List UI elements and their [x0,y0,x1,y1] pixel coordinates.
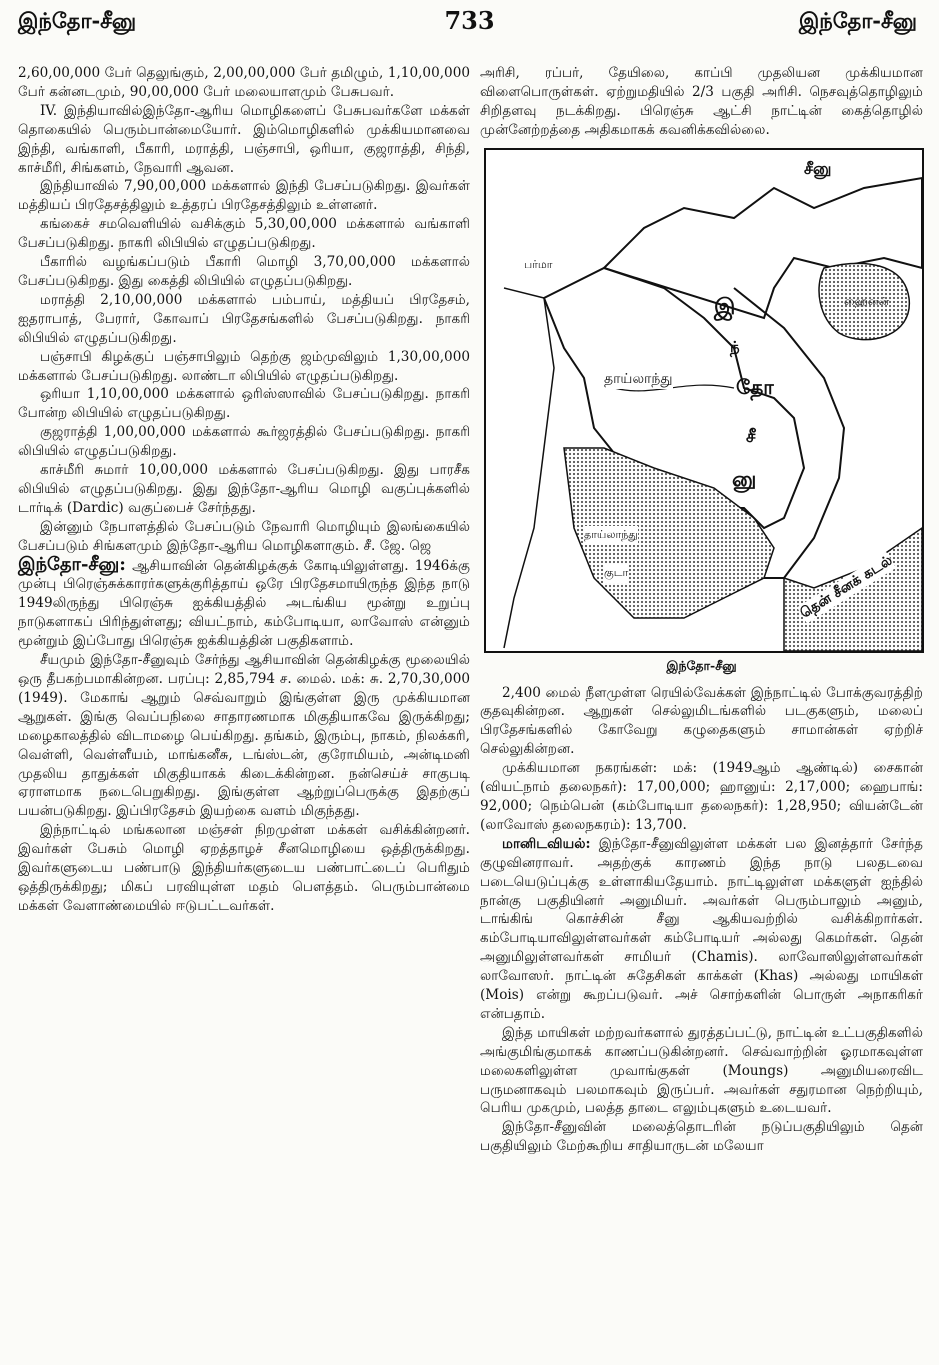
paragraph: இந்தோ-சீனுவின் மலைத்தொடரின் நடுப்பகுதியிலும் தென் பகுதியிலும் மேற்கூறிய சாதியாருடன் மலேயா [480,1119,923,1155]
paragraph: இந்த மாயிகள் மற்றவர்களால் துரத்தப்பட்டு, நாட்டின் உட்பகுதிகளில் அங்குமிங்குமாகக் காணப்படுகின்றனர். செவ்வாற்றின் ஓரமாகவுள்ள மலைகளிலுள்ள முவாங்குகள் (Moungs) அனுமியரைவிட பருமனாகவும் பலமாகவும் இருப்பர். அவர்கள் சதுரமான நெற்றியும், பெரிய முகமும், பலத்த தாடை எலும்புகளும் உடையவர். [480,1024,923,1117]
paragraph: இன்னும் நேபாளத்தில் பேசப்படும் நேவாரி மொழியும் இலங்கையில் பேசப்படும் சிங்களமும் இந்தோ-ஆரிய மொழிகளாகும். சீ. ஜே. ஜெ [18,518,470,554]
label-indochina-5: னு [732,465,757,491]
entry-intro [18,553,471,652]
right-column [480,64,923,1156]
entry-intro-text: ஆசியாவின் தென்கிழக்குக் கோடியிலுள்ளது. 1946க்கு முன்பு பிரெஞ்சுக்காரர்களுக்குரித்தாய் ஒரே பிரதேசமாயிருந்த இந்த நாடு 1949லிருந்து பிரெஞ்சு ஐக்கியத்தில் அடங்கிய மூன்று உறுப்பு நாடுகளாகப் பிரிந்துள்ளது; வியட்நாம், கம்போடியா, லாவோஸ் என்னும் மூன்றும் இப்போது பிரெஞ்சு ஐக்கியத்தின் பகுதிகளாம். [18,557,471,650]
label-indochina-4: சீ [746,426,756,447]
paragraph: இந்நாட்டில் மங்கலான மஞ்சள் நிறமுள்ள மக்கள் வசிக்கின்றனர். இவர்கள் பேசும் மொழி ஏறத்தாழச் சீனமொழியை ஒத்திருக்கிறது. இவர்களுடைய பண்பாடு இந்தியர்களுடைய பண்பாட்டைப் பெரிதும் ஒத்திருக்கிறது; மிகப் பரவியுள்ள மதம் பௌத்தம். பெரும்பான்மை மக்கள் வேளாண்மையில் ஈடுபட்டவர்கள். [18,822,470,914]
paragraph: பஞ்சாபி கிழக்குப் பஞ்சாபிலும் தெற்கு ஜம்முவிலும் 1,30,00,000 மக்களால் பேசப்படுகிறது. லாண்டா லிபியில் எழுதப்படுகிறது. [18,348,470,384]
label-burma: பர்மா [524,257,553,271]
paragraph: 2,60,00,000 பேர் தெலுங்கும், 2,00,00,000 பேர் தமிழும், 1,10,00,000 பேர் கன்னடமும், 90,00,000 பேர் மலையாளமும் பேசுபவர். [18,65,470,100]
paragraph: பீகாரில் வழங்கப்படும் பீகாரி மொழி 3,70,00,000 மக்களால் பேசப்படுகிறது. இது கைத்தி லிபியில் எழுதப்படுகிறது. [18,254,470,289]
paragraph: IV. இந்தியாவில்இந்தோ-ஆரிய மொழிகளைப் பேசுபவர்களே மக்கள் தொகையில் பெரும்பான்மையோர். இம்மொழிகளில் முக்கியமானவை இந்தி, வங்காளி, பீகாரி, மராத்தி, பஞ்சாபி, ஒரியா, குஜராத்தி, சிந்தி, காச்மீரி, சிங்களம், நேவாரி ஆவன. [18,102,470,176]
section-heading: மானிடவியல்: [502,835,591,852]
paragraph: ஒரியா 1,10,00,000 மக்களால் ஒரிஸ்ஸாவில் பேசப்படுகிறது. நாகரி போன்ற லிபியில் எழுதப்படுகிறது. [18,386,470,422]
running-header-left: இந்தோ-சீனு [18,8,137,33]
left-column [18,64,470,916]
section-text: இந்தோ-சீனுவிலுள்ள மக்கள் பல இனத்தார் சேர்ந்த குழுவினராவர். அதற்குக் காரணம் இந்த நாடு பலதடவை படையெடுப்புக்கு உள்ளாகியதேயாம். நாட்டிலுள்ள மக்களுள் ஐந்தில் நான்கு பகுதியினர் அனுமியர். அவர்கள் பெரும்பாலும் அனும், டாங்கிங் கொச்சின் சீனு ஆகியவற்றில் வசிக்கிறார்கள். கம்போடியாவிலுள்ளவர்கள் கம்போடியர் அல்லது கெமர்கள். தென் அனுமிலுள்ளவர்கள் சாமியர் (Chamis). லாவோஸிலுள்ளவர்கள் லாவோஸர். நாட்டின் சுதேசிகள் காக்கள் (Khas) அல்லது மாயிகள் (Mois) என்று கூறப்படுவர். அச் சொற்களின் பொருள் அநாகரிகர் என்பதாம். [480,835,923,1022]
label-indochina-3: தோ [736,374,774,399]
paragraph: குஜராத்தி 1,00,00,000 மக்களால் கூர்ஜரத்தில் பேசப்படுகிறது. நாகரி லிபியில் எழுதப்படுகிறது. [18,424,470,460]
paragraph: மராத்தி 2,10,00,000 மக்களால் பம்பாய், மத்தியப் பிரதேசம், ஐதராபாத், பேரார், கோவாப் பிரதேசங்களில் பேசப்படுகிறது. நாகரி லிபியில் எழுதப்படுகிறது. [18,291,470,346]
paragraph: காச்மீரி சுமார் 10,00,000 மக்களால் பேசப்படுகிறது. இது பாரசீக லிபியில் எழுதப்படுகிறது. இது இந்தோ-ஆரிய மொழி வகுப்புக்களில் டார்டிக் (Dardic) வகுப்பைச் சேர்ந்தது. [18,462,470,516]
paragraph: இந்தியாவில் 7,90,00,000 மக்களால் இந்தி பேசப்படுகிறது. இவர்கள் மத்தியப் பிரதேசத்திலும் உத்தரப் பிரதேசத்திலும் உள்ளனர். [18,178,470,214]
entry-heading: இந்தோ-சீனு: [18,553,126,575]
paragraph: கங்கைச் சமவெளியில் வசிக்கும் 5,30,00,000 மக்களால் வங்காளி பேசப்படுகிறது. நாகரி லிபியில் எழுதப்படுகிறது. [18,216,470,252]
paragraph: சீயமும் இந்தோ-சீனுவும் சேர்ந்து ஆசியாவின் தென்கிழக்கு மூலையில் ஒரு தீபகற்பமாகின்றன. பரப்பு: 2,85,794 ச. மைல். மக்: சு. 2,70,30,000 (1949). மேகாங் ஆறும் செவ்வாறும் இங்குள்ள இரு முக்கியமான ஆறுகள். இங்கு வெப்பநிலை சாதாரணமாக மிகுதியாகவே இருக்கிறது; மழைகாலத்தில் விடாமழை பெய்கிறது. தங்கம், இரும்பு, நாகம், நிலக்கரி, வெள்ளி, வெள்ளீயம், மாங்கனீசு, டங்ஸ்டன், குரோமியம், அன்டிமனி முதலிய தாதுக்கள் மிகுதியாகக் கிடைக்கின்றன. நன்செய்ச் சாகுபடி ஏராளமாக நடைபெறுகிறது. இங்குள்ள ஆற்றுப்பெருக்கு இதற்குப் பயன்படுகிறது. இப்பிரதேசம் இயற்கை வளம் மிகுந்தது. [18,652,470,820]
page-number: 733 [444,6,495,35]
label-thailand-south: தாய்லாந்து [584,526,638,545]
label-gulf: குடா [604,564,628,583]
label-thailand: தாய்லாந்து [604,370,673,387]
running-header-right: இந்தோ-சீனு [798,8,917,33]
section-paragraph [480,835,923,1024]
label-south-china-sea: தென் சீனக் கடல் [797,551,896,622]
map-caption: இந்தோ-சீனு [666,657,737,673]
paragraph: அரிசி, ரப்பர், தேயிலை, காப்பி முதலியன முக்கியமான விளைபொருள்கள். ஏற்றுமதியில் 2/3 பகுதி அரிசி. நெசவுத்தொழிலும் சிறிதளவு நடக்கிறது. பிரெஞ்சு ஆட்சி நாட்டின் கைத்தொழில் முன்னேற்றத்தை அதிகமாகக் கவனிக்கவில்லை. [480,65,923,138]
label-hainan: ஹைனன் [844,294,890,308]
paragraph: முக்கியமான நகரங்கள்: மக்: (1949ஆம் ஆண்டில்) சைகான் (வியட்நாம் தலைநகர்): 17,00,000; ஹானுய்: 2,17,000; ஹைபாங்: 92,000; நெம்பென் (கம்போடியா தலைநகர்): 1,28,950; வியன்டேன் (லாவோஸ் தலைநகரம்): 13,700. [480,760,923,833]
label-china: சீனு [804,158,832,178]
label-indochina-2: ந் [730,337,740,356]
label-indochina-1: இ [714,293,736,320]
indochina-map [484,148,924,653]
paragraph: 2,400 மைல் நீளமுள்ள ரெயில்வேக்கள் இந்நாட்டில் போக்குவரத்திற் குதவுகின்றன. ஆறுகள் செல்லுமிடங்களில் படகுகளும், மலைப் பிரதேசங்களில் கோவேறு கழுதைகளும் சாமான்கள் ஏற்றிச் செல்லுகின்றன. [480,684,923,758]
